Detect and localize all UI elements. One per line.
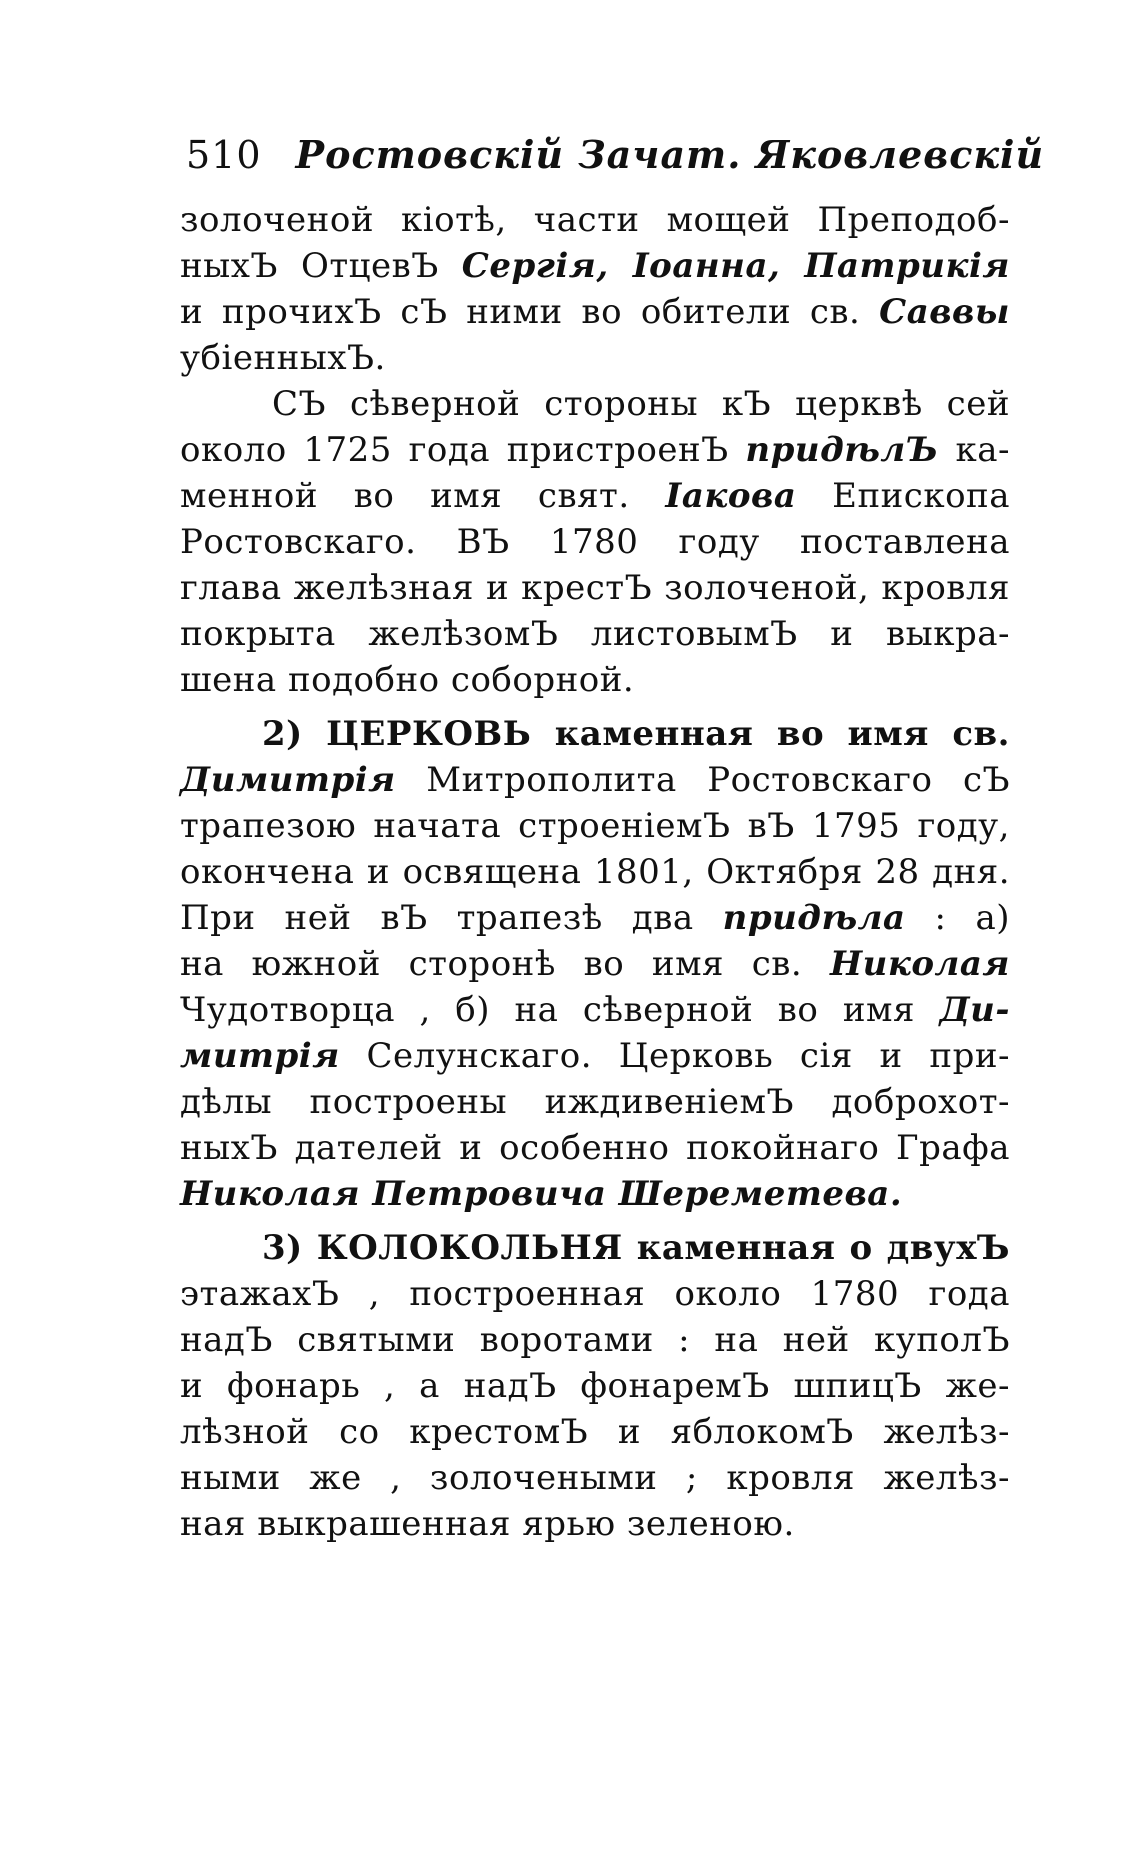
italic-span: Іакова <box>665 476 797 516</box>
text-span: Митрополита Ростовскаго сЪ <box>395 760 1010 800</box>
text-span: ныхЪ ОтцевЪ <box>180 246 462 286</box>
text-line <box>180 610 1010 658</box>
italic-span: Николая Петровича Шереметева. <box>180 1174 903 1214</box>
text-span: Селунскаго. Церковь сія и при- <box>339 1036 1010 1076</box>
text-line <box>180 426 1010 474</box>
text-line <box>180 1408 1010 1456</box>
text-line <box>180 894 1010 942</box>
page-number: 510 <box>186 133 262 177</box>
text-line <box>180 196 1010 244</box>
text-line <box>180 288 1010 336</box>
text-line <box>180 1316 1010 1364</box>
text-span: Ростовскаго. ВЪ 1780 году поставлена <box>180 522 1010 562</box>
text-line <box>180 802 1010 850</box>
text-line <box>180 1270 1010 1318</box>
text-span: ная выкрашенная ярью зеленою. <box>180 1504 795 1544</box>
text-span: ныхЪ дателей и особенно покойнаго Графа <box>180 1128 1010 1168</box>
text-line <box>262 710 1010 758</box>
italic-span: придѣла <box>722 898 906 938</box>
text-span: 2) ЦЕРКОВЬ каменная во имя св. <box>262 714 1010 754</box>
text-span: менной во имя свят. <box>180 476 666 516</box>
text-span: ка- <box>938 430 1010 470</box>
text-line <box>180 1032 1010 1080</box>
italic-span: митрія <box>180 1036 340 1076</box>
text-line <box>180 656 1010 704</box>
text-line <box>180 1362 1010 1410</box>
text-line <box>180 472 1010 520</box>
text-span: ными же , золочеными ; кровля желѣз- <box>180 1458 1010 1498</box>
text-line <box>180 334 1010 382</box>
text-span: окончена и освящена 1801, Октября 28 дня. <box>180 852 1010 892</box>
text-line <box>180 986 1010 1034</box>
text-line <box>272 380 1010 428</box>
text-line <box>180 848 1010 896</box>
running-head: Ростовскій Зачат. Яковлевскій <box>295 132 1045 177</box>
text-line <box>180 518 1010 566</box>
italic-span: Саввы <box>879 292 1010 332</box>
italic-span: Николая <box>829 944 1010 984</box>
text-span: около 1725 года пристроенЪ <box>180 430 746 470</box>
italic-span: Димитрія <box>180 760 396 800</box>
italic-span: Ди- <box>939 990 1010 1030</box>
page-header <box>186 132 1045 192</box>
text-span: покрыта желѣзомЪ листовымЪ и выкра- <box>180 614 1010 654</box>
italic-span: Сергія, Іоанна, Патрикія <box>461 246 1010 286</box>
text-span: и прочихЪ сЪ ними во обители св. <box>180 292 880 332</box>
text-span: трапезою начата строеніемЪ вЪ 1795 году, <box>180 806 1010 846</box>
text-span: лѣзной со крестомЪ и яблокомЪ желѣз- <box>180 1412 1010 1452</box>
text-line <box>180 1078 1010 1126</box>
text-span: глава желѣзная и крестЪ золоченой, кровля <box>180 568 1010 608</box>
text-span: шена подобно соборной. <box>180 660 635 700</box>
text-line <box>180 1170 1010 1218</box>
text-span: При ней вЪ трапезѣ два <box>180 898 723 938</box>
text-span: этажахЪ , построенная около 1780 года <box>180 1274 1010 1314</box>
text-span: Епископа <box>796 476 1010 516</box>
text-line <box>180 1500 1010 1548</box>
text-span: : а) <box>905 898 1011 938</box>
text-span: золоченой кіотѣ, части мощей Преподоб- <box>180 200 1010 240</box>
italic-span: придѣлЪ <box>745 430 939 470</box>
text-span: и фонарь , а надЪ фонаремЪ шпицЪ же- <box>180 1366 1010 1406</box>
text-span: убіенныхЪ. <box>180 338 386 378</box>
text-span: дѣлы построены иждивеніемЪ доброхот- <box>180 1082 1010 1122</box>
text-span: на южной сторонѣ во имя св. <box>180 944 830 984</box>
text-span: надЪ святыми воротами : на ней куполЪ <box>180 1320 1010 1360</box>
text-line <box>180 564 1010 612</box>
text-line <box>262 1224 1010 1272</box>
text-span: СЪ сѣверной стороны кЪ церквѣ сей <box>272 384 1010 424</box>
text-line <box>180 1454 1010 1502</box>
text-line <box>180 1124 1010 1172</box>
text-line <box>180 242 1010 290</box>
text-span: Чудотворца , б) на сѣверной во имя <box>180 990 940 1030</box>
text-line <box>180 940 1010 988</box>
text-span: 3) КОЛОКОЛЬНЯ каменная о двухЪ <box>262 1228 1010 1268</box>
text-line <box>180 756 1010 804</box>
